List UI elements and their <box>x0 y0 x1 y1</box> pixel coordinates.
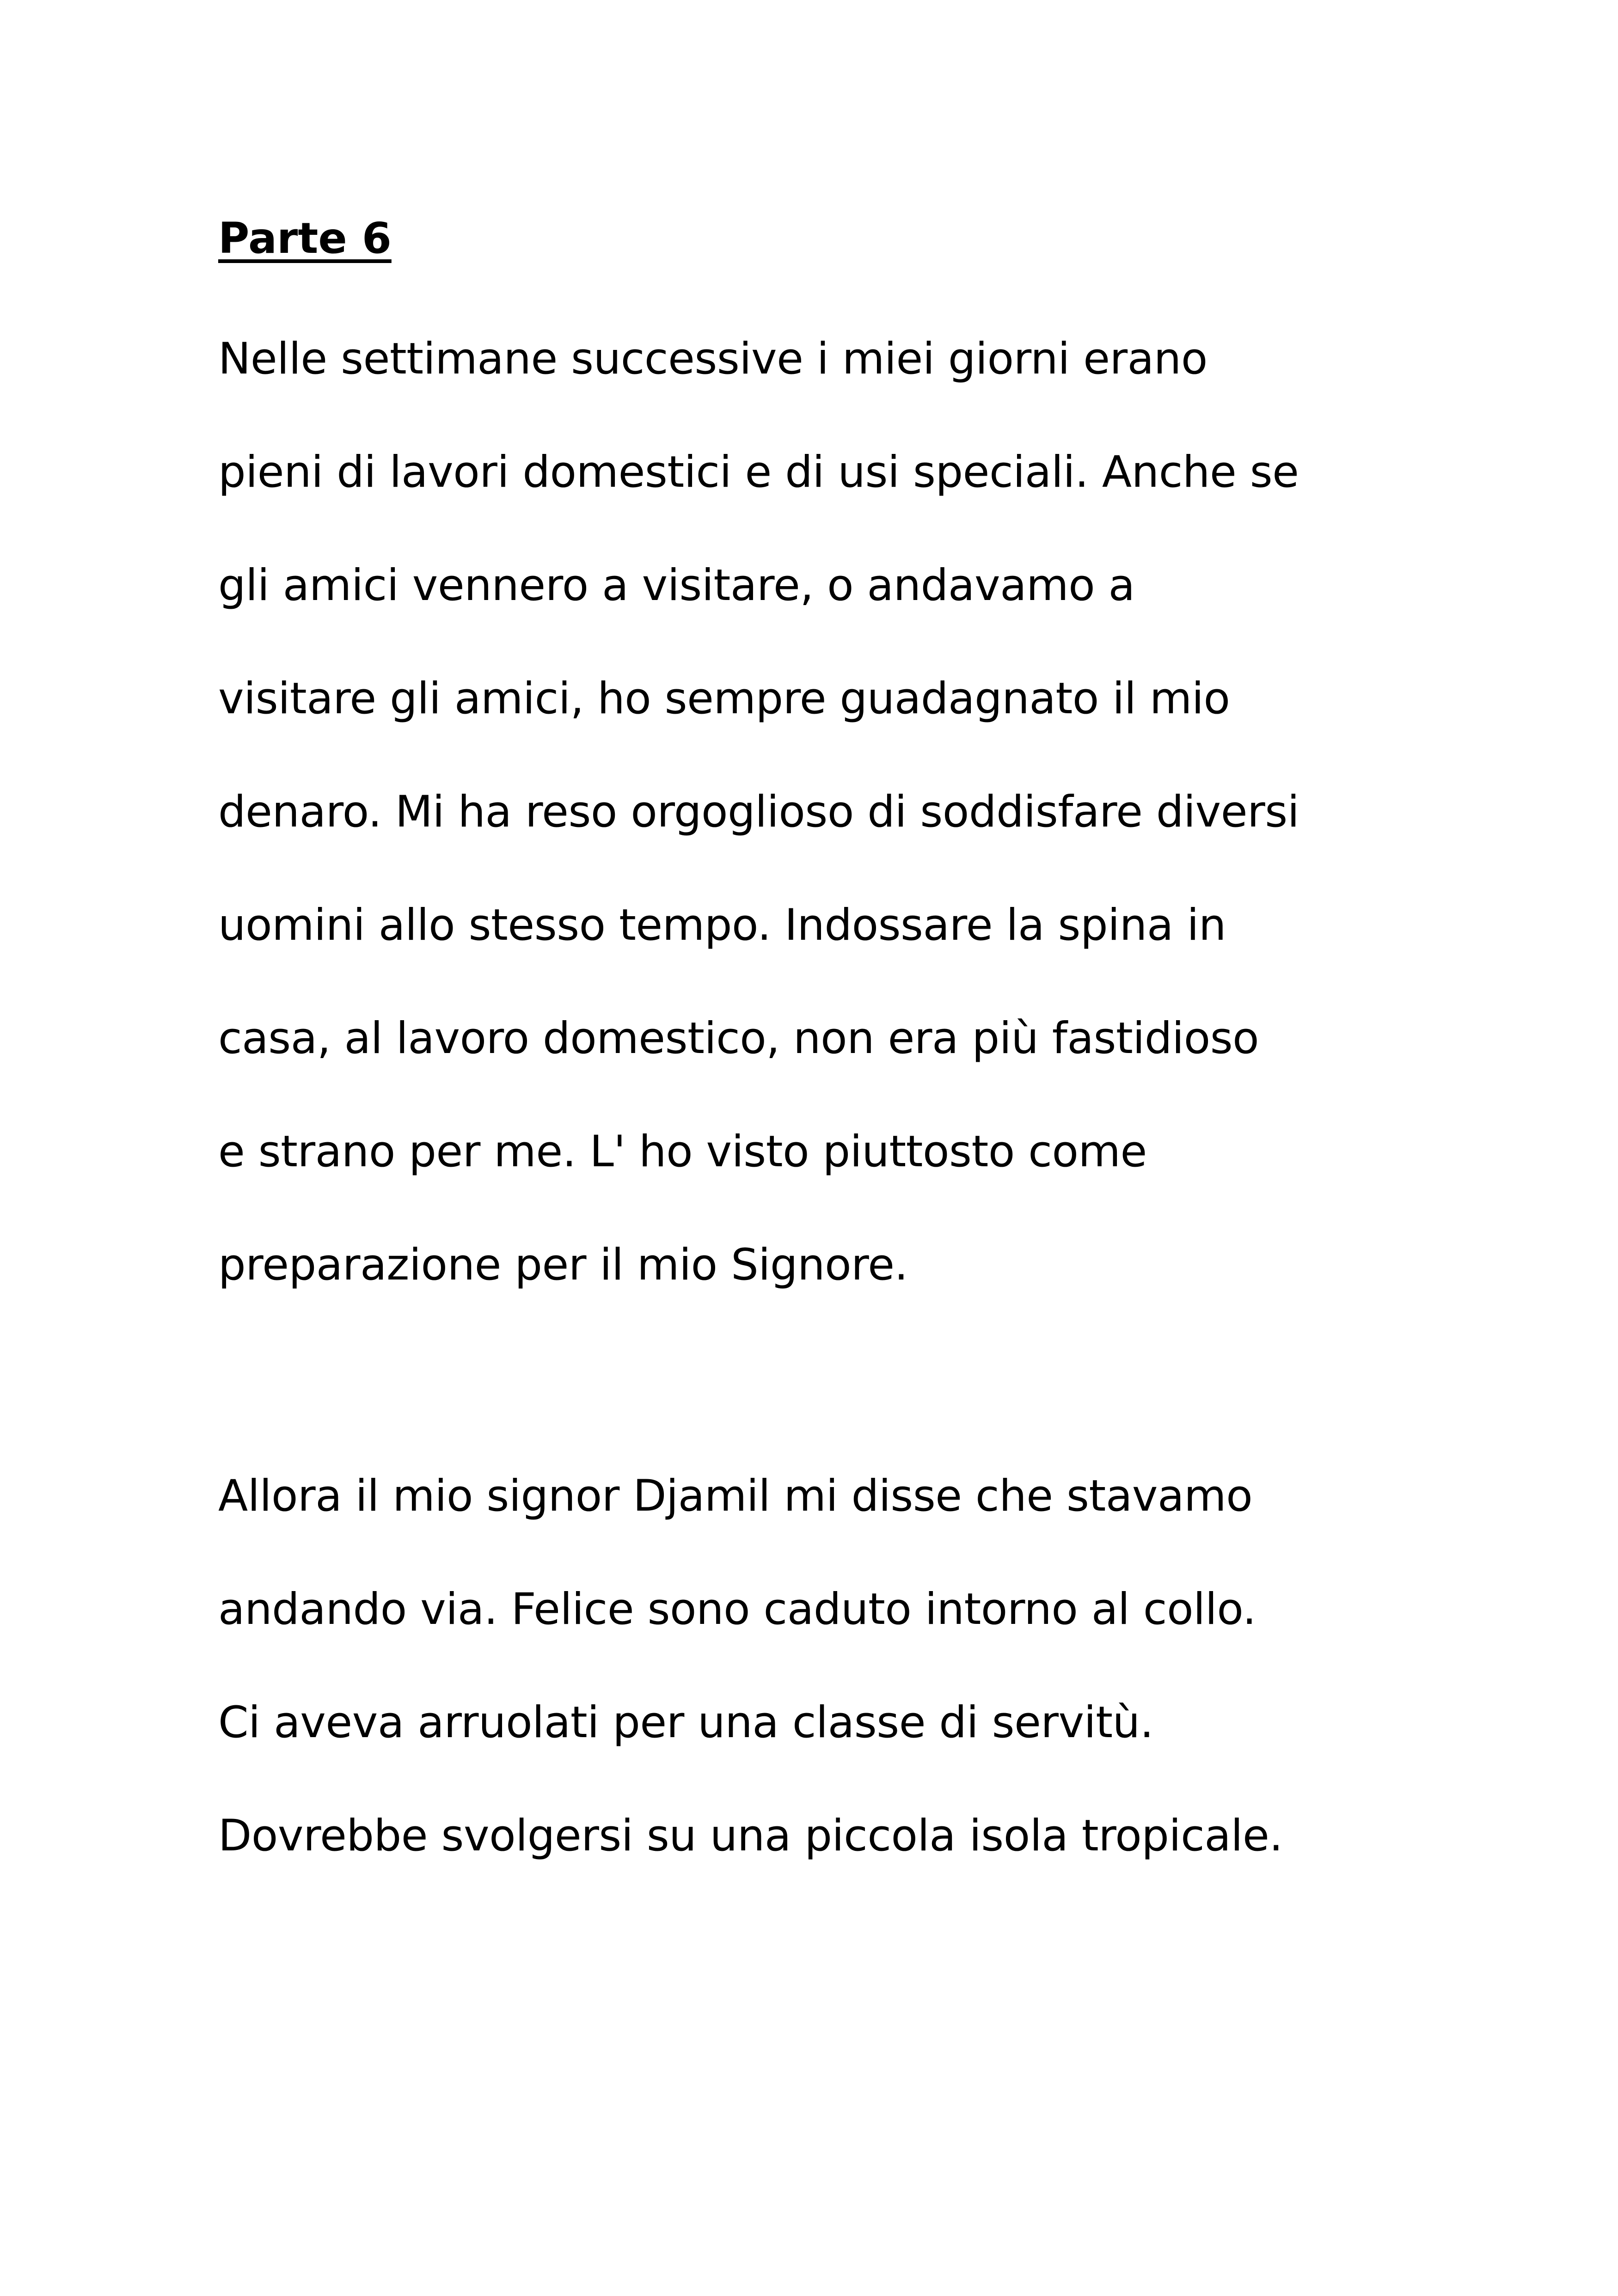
paragraph-line: pieni di lavori domestici e di usi speciali. Anche se <box>218 447 1299 497</box>
paragraph-line: Ci aveva arruolati per una classe di servitù. <box>218 1697 1154 1748</box>
paragraph-line: visitare gli amici, ho sempre guadagnato il mio <box>218 673 1230 724</box>
paragraph-line: gli amici vennero a visitare, o andavamo a <box>218 560 1135 611</box>
paragraph-line: preparazione per il mio Signore. <box>218 1240 908 1290</box>
paragraph-line: denaro. Mi ha reso orgoglioso di soddisfare diversi <box>218 787 1299 837</box>
section-title: Parte 6 <box>218 214 392 263</box>
paragraph-line: Dovrebbe svolgersi su una piccola isola tropicale. <box>218 1811 1283 1861</box>
paragraph-line: e strano per me. L' ho visto piuttosto come <box>218 1127 1147 1177</box>
paragraph-line: andando via. Felice sono caduto intorno al collo. <box>218 1584 1256 1635</box>
paragraph-line: uomini allo stesso tempo. Indossare la spina in <box>218 900 1226 950</box>
paragraph-line: Allora il mio signor Djamil mi disse che stavamo <box>218 1471 1253 1521</box>
paragraph-line: Nelle settimane successive i miei giorni erano <box>218 334 1207 384</box>
paragraph-line: casa, al lavoro domestico, non era più fastidioso <box>218 1013 1259 1064</box>
